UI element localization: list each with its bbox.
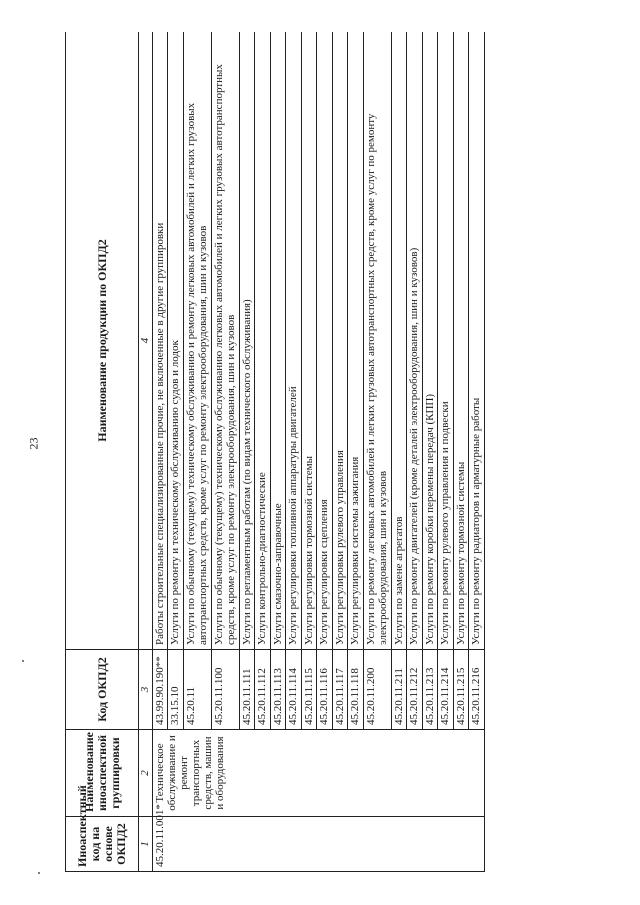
product-name-cell: Услуги регулировки системы зажигания [348, 32, 364, 650]
okpd2-code-cell: 45.20.11.113 [270, 650, 286, 730]
okpd2-code-cell: 45.20.11.112 [255, 650, 271, 730]
okpd2-code-cell: 45.20.11.211 [391, 650, 407, 730]
product-name-cell: Услуги по ремонту легковых автомобилей и легких грузовых автотранспортных средств, кроме услуг по ремонту электрооборудования, шин и кузовов [363, 32, 391, 650]
product-name-cell: Услуги по ремонту и техническому обслуживанию судов и лодок [168, 32, 184, 650]
product-name-cell: Услуги по ремонту двигателей (кроме деталей электрооборудования, шин и кузовов) [407, 32, 423, 650]
product-name-cell: Услуги смазочно-заправочные [270, 32, 286, 650]
okpd2-code-cell: 45.20.11.200 [363, 650, 391, 730]
product-name-cell: Услуги регулировки топливной аппаратуры двигателей [286, 32, 302, 650]
column-number: 2 [139, 730, 153, 817]
okpd2-code-cell: 45.20.11.215 [453, 650, 469, 730]
product-name-cell: Услуги по обычному (текущему) техническому обслуживанию и ремонту легковых автомобилей и легких грузовых автотранспортных средств, кроме услуг по ремонту электрооборудования, шин и кузовов [183, 32, 211, 650]
column-number: 3 [139, 650, 153, 730]
product-name-cell: Услуги по ремонту рулевого управления и подвески [438, 32, 454, 650]
okpd2-code-cell: 45.20.11.117 [332, 650, 348, 730]
okpd2-code-cell: 33.15.10 [168, 650, 184, 730]
okpd2-code-cell: 43.99.90.190** [152, 650, 168, 730]
product-name-cell: Услуги регулировки рулевого управления [332, 32, 348, 650]
header-row [66, 32, 139, 872]
table-row [152, 32, 168, 872]
okpd2-code-cell: 45.20.11.214 [438, 650, 454, 730]
header-okpd2-code: Код ОКПД2 [66, 650, 139, 730]
okpd2-code-cell: 45.20.11.115 [301, 650, 317, 730]
table-container [65, 32, 605, 872]
okpd2-code-cell: 45.20.11 [183, 650, 211, 730]
aspect-code-cell: 45.20.11.001* [152, 817, 484, 872]
okpd2-code-cell: 45.20.11.212 [407, 650, 423, 730]
okpd2-code-cell: 45.20.11.100 [211, 650, 239, 730]
product-name-cell: Услуги по ремонту коробки перемены передач (КПП) [422, 32, 438, 650]
header-product-name: Наименование продукции по ОКПД2 [66, 32, 139, 650]
group-name-cell: Техническое обслуживание и ремонт транспортных средств, машин и оборудования [152, 730, 484, 817]
header-aspect-code: Иноаспектный код на основе ОКПД2 [66, 817, 139, 872]
okpd2-code-cell: 45.20.11.213 [422, 650, 438, 730]
scan-speck [22, 660, 24, 662]
product-name-cell: Услуги по регламентным работам (по видам технического обслуживания) [239, 32, 255, 650]
product-name-cell: Работы строительные специализированные прочие, не включенные в другие группировки [152, 32, 168, 650]
okpd2-table [65, 32, 485, 872]
rotated-page [65, 32, 605, 872]
okpd2-code-cell: 45.20.11.116 [317, 650, 333, 730]
product-name-cell: Услуги регулировки сцепления [317, 32, 333, 650]
product-name-cell: Услуги по обычному (текущему) техническому обслуживанию легковых автомобилей и легких грузовых автотранспортных средств, кроме услуг по ремонту электрооборудования, шин и кузовов [211, 32, 239, 650]
okpd2-code-cell: 45.20.11.114 [286, 650, 302, 730]
page-number: 23 [26, 437, 41, 450]
product-name-cell: Услуги регулировки тормозной системы [301, 32, 317, 650]
column-number: 4 [139, 32, 153, 650]
okpd2-code-cell: 45.20.11.118 [348, 650, 364, 730]
column-number: 1 [139, 817, 153, 872]
okpd2-code-cell: 45.20.11.216 [469, 650, 485, 730]
okpd2-code-cell: 45.20.11.111 [239, 650, 255, 730]
column-number-row [139, 32, 153, 872]
product-name-cell: Услуги по ремонту радиаторов и арматурные работы [469, 32, 485, 650]
product-name-cell: Услуги по ремонту тормозной системы [453, 32, 469, 650]
header-group-name: Наименование иноаспектной группировки [66, 730, 139, 817]
scan-speck [38, 872, 40, 874]
product-name-cell: Услуги по замене агрегатов [391, 32, 407, 650]
product-name-cell: Услуги контрольно-диагностические [255, 32, 271, 650]
